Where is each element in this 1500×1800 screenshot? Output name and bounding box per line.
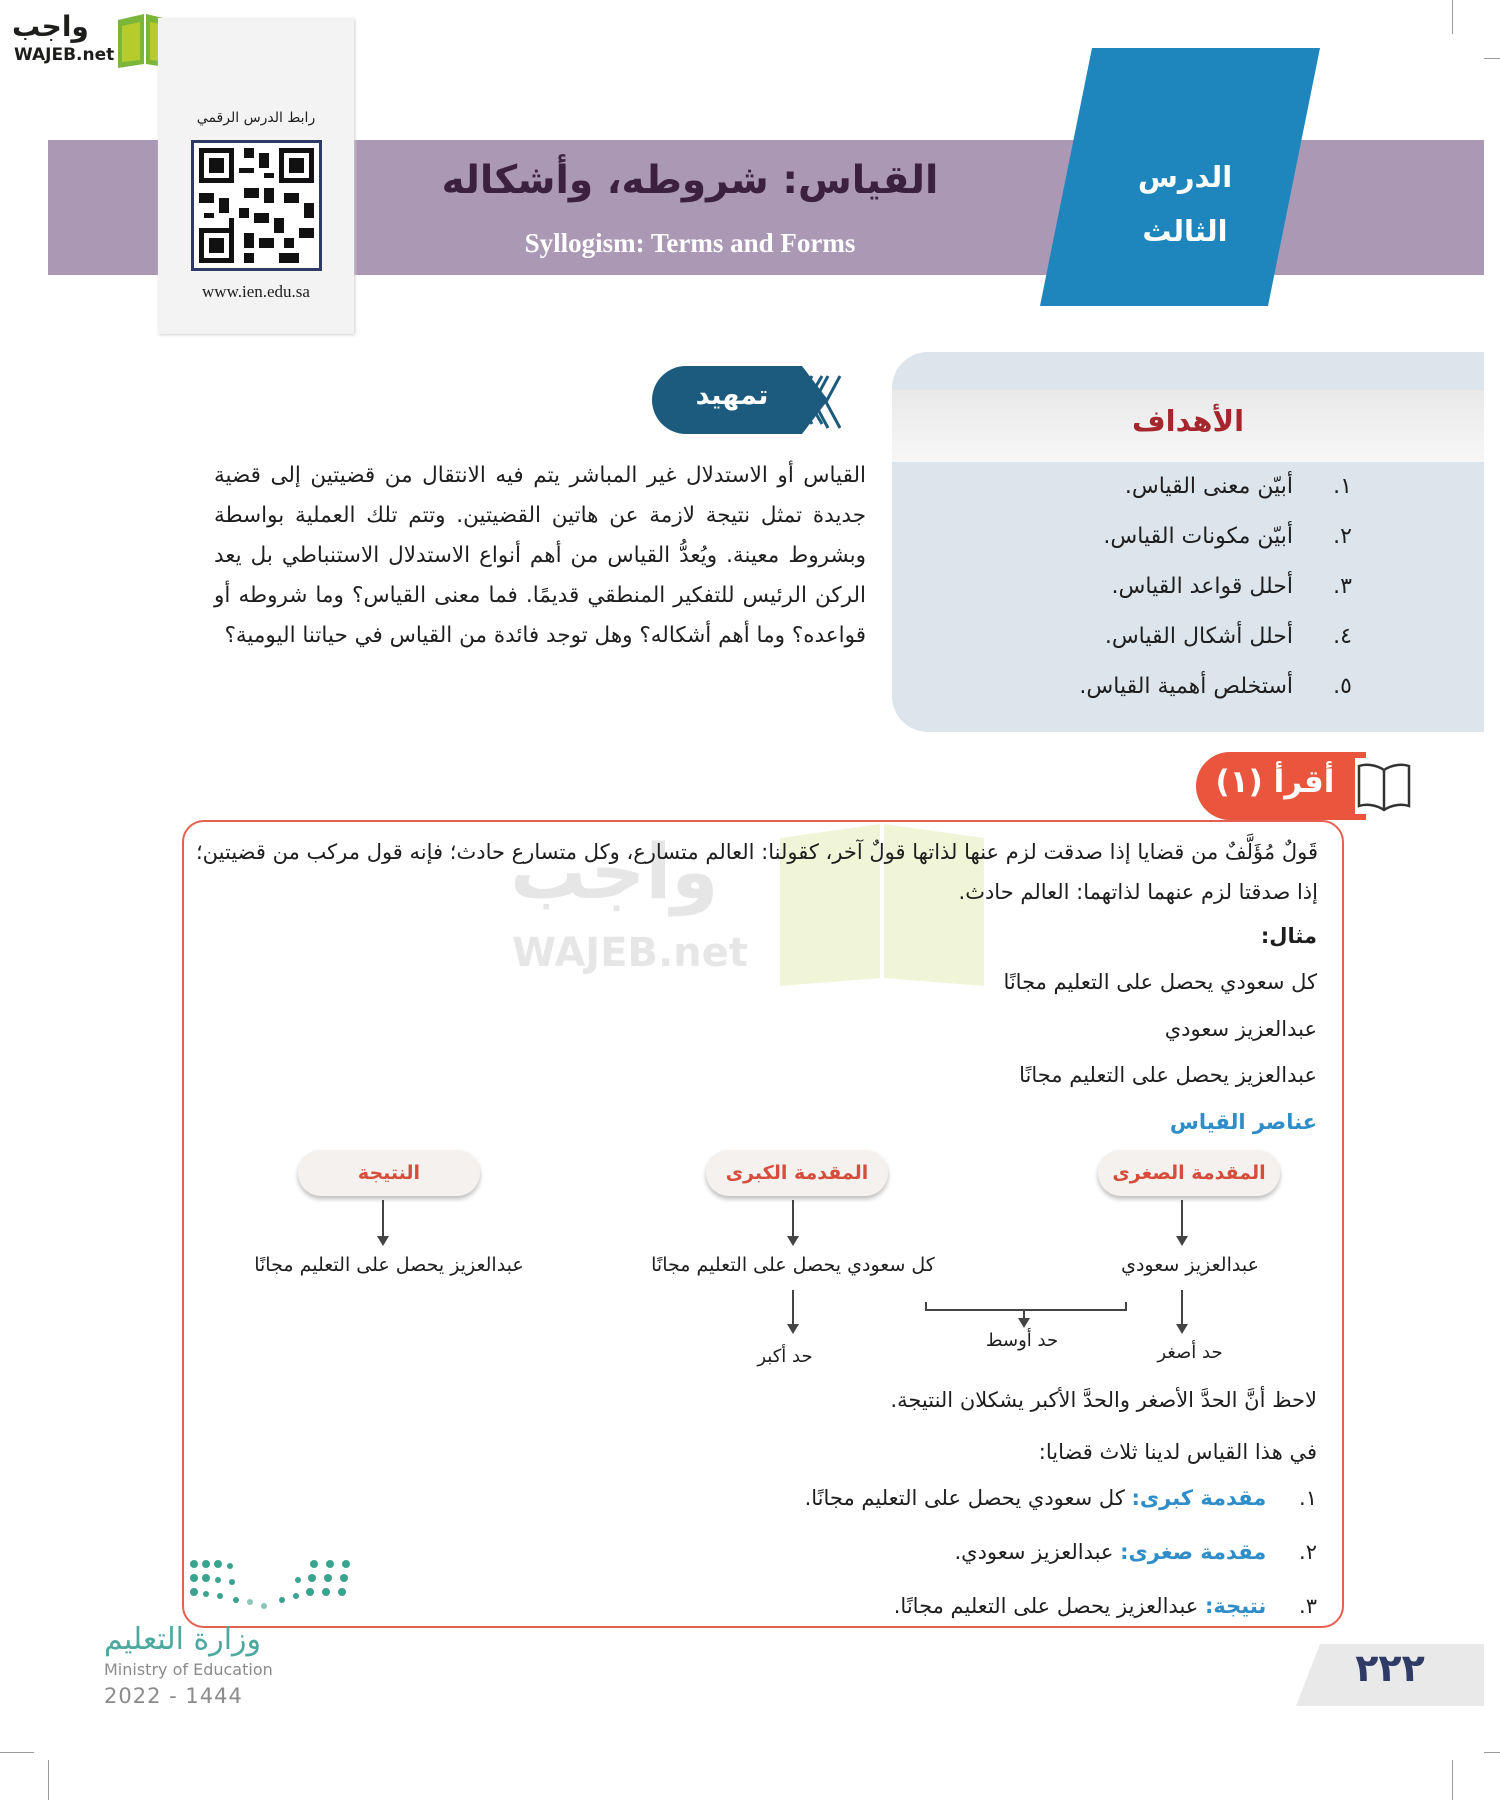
intro-label: تمهيد — [695, 380, 769, 411]
syllogism-definition: قَولٌ مُؤَلَّفٌ من قضايا إذا صدقت لزم عنها لذاتها قولٌ آخر، كقولنا: العالم متسارع، وكل متسارع حادث؛ فإنه قول مركب من قضيتين؛ إذا صدقتا لزم عنهما لذاتهما: العالم حادث. — [196, 840, 1318, 904]
objective-item — [1125, 474, 1352, 499]
edition-year: 2022 - 1444 — [104, 1684, 243, 1708]
lesson-title-en: Syllogism: Terms and Forms — [524, 228, 856, 258]
objective-number: ٣. — [1333, 574, 1352, 599]
elements-title: عناصر القياس — [1169, 1110, 1317, 1134]
crop-mark — [1452, 1760, 1453, 1800]
summary-number: ٣. — [1299, 1594, 1317, 1618]
open-book-icon — [1355, 758, 1413, 814]
lesson-label-line1: الدرس — [1137, 160, 1233, 194]
crop-mark — [0, 1752, 34, 1753]
objectives-title: الأهداف — [1131, 404, 1245, 438]
chevron-left-icon — [806, 372, 846, 432]
summary-number: ٢. — [1299, 1540, 1317, 1564]
logo-text-en: WAJEB.net — [14, 45, 115, 65]
major-term-label: حد أكبر — [757, 1346, 813, 1367]
lesson-title-ar: القياس: شروطه، وأشكاله — [441, 158, 939, 203]
minor-premise-pill: المقدمة الصغرى — [1098, 1150, 1280, 1196]
minor-term-label: حد أصغر — [1157, 1342, 1223, 1363]
ministry-name-ar: وزارة التعليم — [104, 1622, 262, 1657]
watermark-text-ar: واجب — [510, 827, 719, 916]
middle-term-bracket — [926, 1302, 1126, 1310]
major-premise-text: كل سعودي يحصل على التعليم مجانًا — [651, 1254, 935, 1276]
qr-url[interactable]: www.ien.edu.sa — [202, 282, 310, 301]
objective-item — [1112, 574, 1352, 599]
ministry-name-en: Ministry of Education — [104, 1660, 273, 1679]
objective-text: أبيّن مكونات القياس. — [1103, 524, 1293, 549]
crop-mark — [1452, 0, 1453, 34]
qr-caption: رابط الدرس الرقمي — [196, 110, 316, 126]
summary-label: مقدمة كبرى: — [1131, 1486, 1267, 1510]
intro-paragraph: القياس أو الاستدلال غير المباشر يتم فيه الانتقال من قضيتين إلى قضية جديدة تمثل نتيجة لازمة عن هاتين القضيتين. وتتم تلك العملية بواسطة وبشروط معينة. ويُعدُّ القياس من أهم أنواع الاستدلال الاستنباطي بل يعد الركن الرئيس للتفكير المنطقي قديمًا. فما معنى القياس؟ وما شروطه أو قواعده؟ وما أهم أشكاله؟ وهل توجد فائدة من القياس في حياتنا اليومية؟ — [214, 463, 866, 648]
lesson-label-line2: الثالث — [1142, 214, 1228, 248]
page-number: ٢٢٢ — [1355, 1646, 1425, 1690]
summary-intro: في هذا القياس لدينا ثلاث قضايا: — [1038, 1440, 1317, 1464]
summary-label: نتيجة: — [1205, 1594, 1267, 1618]
note-text: لاحظ أنَّ الحدَّ الأصغر والحدَّ الأكبر يشكلان النتيجة. — [890, 1388, 1317, 1412]
objective-item — [1105, 624, 1352, 649]
objective-number: ٢. — [1333, 524, 1352, 549]
crop-mark — [1484, 1752, 1500, 1753]
objective-number: ١. — [1333, 474, 1352, 499]
read-label: أقرأ (١) — [1215, 764, 1335, 800]
example-label: مثال: — [1260, 924, 1317, 948]
summary-number: ١. — [1299, 1486, 1317, 1510]
conclusion-text: عبدالعزيز يحصل على التعليم مجانًا — [254, 1254, 524, 1276]
qr-pattern — [194, 143, 319, 268]
summary-text: عبدالعزيز يحصل على التعليم مجانًا. — [893, 1594, 1199, 1618]
conclusion-pill: النتيجة — [298, 1150, 480, 1196]
example-line: عبدالعزيز سعودي — [1164, 1017, 1317, 1041]
objective-text: أبيّن معنى القياس. — [1124, 474, 1293, 499]
middle-term-label: حد أوسط — [985, 1330, 1059, 1351]
major-premise-pill: المقدمة الكبرى — [706, 1150, 888, 1196]
example-line: عبدالعزيز يحصل على التعليم مجانًا — [1019, 1063, 1317, 1087]
summary-item — [805, 1486, 1317, 1510]
summary-item — [894, 1594, 1317, 1618]
lesson-number-label — [1100, 150, 1270, 258]
crop-mark — [48, 1760, 49, 1800]
watermark-text-en: WAJEB.net — [512, 930, 748, 976]
objective-text: أحلل أشكال القياس. — [1104, 624, 1293, 649]
vision-dots-logo — [186, 1556, 356, 1614]
objective-number: ٤. — [1333, 624, 1352, 649]
objective-text: أحلل قواعد القياس. — [1111, 574, 1293, 599]
summary-text: عبدالعزيز سعودي. — [954, 1540, 1114, 1564]
minor-premise-text: عبدالعزيز سعودي — [1121, 1254, 1259, 1276]
objective-item — [1103, 524, 1352, 549]
qr-code[interactable] — [191, 140, 322, 271]
crop-mark — [1484, 58, 1500, 59]
summary-item — [954, 1540, 1317, 1564]
objective-number: ٥. — [1333, 674, 1352, 699]
example-line: كل سعودي يحصل على التعليم مجانًا — [1003, 970, 1317, 994]
logo-text-ar: واجب — [12, 10, 89, 43]
objective-text: أستخلص أهمية القياس. — [1079, 674, 1293, 699]
summary-text: كل سعودي يحصل على التعليم مجانًا. — [804, 1486, 1125, 1510]
summary-label: مقدمة صغرى: — [1120, 1540, 1267, 1564]
objective-item — [1079, 674, 1352, 699]
